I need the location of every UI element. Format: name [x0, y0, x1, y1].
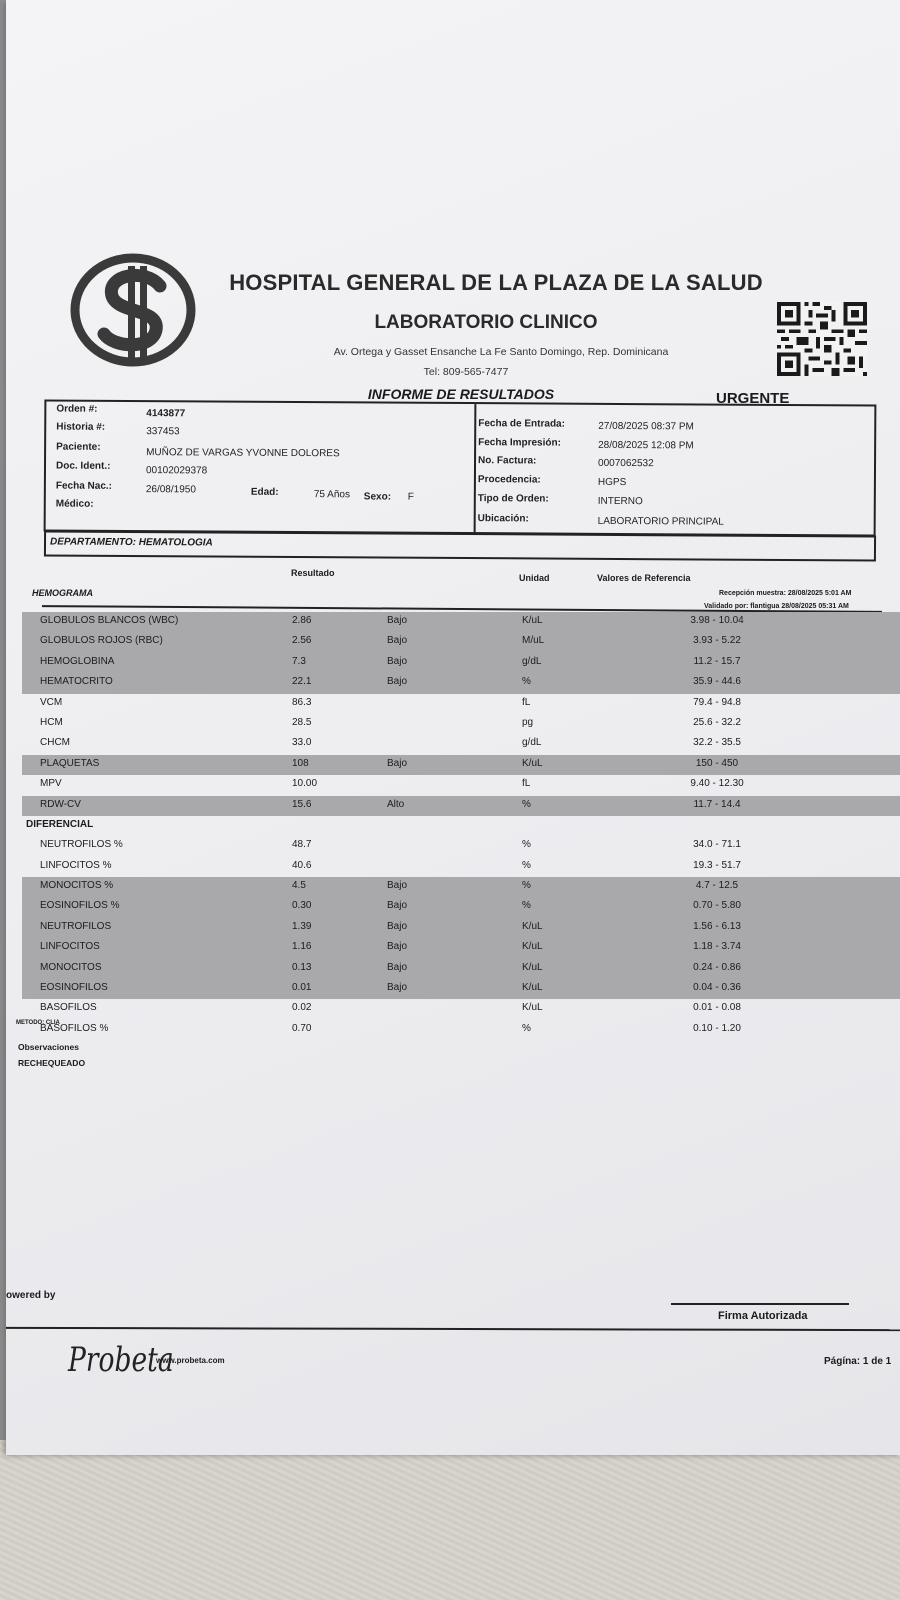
test-name: BASOFILOS — [40, 1002, 97, 1014]
table-row — [22, 897, 900, 917]
table-row — [22, 632, 900, 652]
table-row — [22, 734, 900, 754]
probeta-url: www.probeta.com — [156, 1356, 225, 1365]
tipo-value: INTERNO — [597, 495, 643, 508]
info-divider — [474, 404, 477, 532]
result-flag: Alto — [387, 798, 405, 810]
procedencia-value: HGPS — [597, 476, 627, 489]
table-row — [22, 877, 900, 897]
result-value: 1.16 — [292, 941, 312, 953]
reference-range: 0.04 - 0.36 — [693, 982, 741, 994]
result-value: 2.56 — [292, 635, 312, 647]
result-flag: Bajo — [387, 900, 408, 912]
hospital-phone: Tel: 809-565-7477 — [423, 366, 509, 378]
doc-label: Doc. Ident.: — [55, 460, 111, 472]
signature-line — [671, 1303, 849, 1305]
result-unit: % — [522, 900, 531, 912]
factura-label: No. Factura: — [478, 455, 537, 467]
result-unit: % — [522, 676, 531, 688]
result-unit: % — [522, 859, 531, 871]
table-row — [22, 979, 900, 999]
paciente-value: MUÑOZ DE VARGAS YVONNE DOLORES — [146, 447, 340, 460]
table-row — [22, 653, 900, 673]
result-unit: K/uL — [522, 961, 543, 973]
test-name: NEUTROFILOS % — [40, 839, 123, 851]
reception-timestamp: Recepción muestra: 28/08/2025 5:01 AM — [719, 590, 852, 597]
result-value: 2.86 — [292, 615, 312, 626]
result-unit: fL — [522, 778, 531, 790]
result-unit: pg — [522, 716, 534, 728]
table-row — [22, 612, 900, 632]
probeta-logo: Probeta — [68, 1340, 174, 1380]
table-row — [22, 999, 900, 1019]
reference-range: 0.70 - 5.80 — [693, 900, 741, 912]
reference-range: 11.7 - 14.4 — [693, 798, 741, 810]
fnac-value: 26/08/1950 — [145, 484, 196, 496]
test-name: HEMATOCRITO — [40, 676, 113, 688]
result-unit: g/dL — [522, 655, 542, 667]
result-value: 40.6 — [292, 859, 312, 871]
medico-label: Médico: — [55, 498, 94, 510]
section-hemograma: HEMOGRAMA — [32, 588, 93, 598]
hospital-logo-icon — [68, 252, 198, 368]
metodo-label: METODO: CLIA — [16, 1020, 60, 1026]
reference-range: 0.01 - 0.08 — [693, 1002, 741, 1014]
test-name: VCM — [40, 696, 63, 708]
test-name: NEUTROFILOS — [40, 920, 112, 932]
lab-report-page — [6, 0, 900, 1455]
reference-range: 19.3 - 51.7 — [693, 859, 741, 871]
result-unit: K/uL — [522, 757, 543, 769]
result-value: 33.0 — [292, 737, 312, 749]
patient-info-box — [44, 399, 877, 536]
result-value: 28.5 — [292, 716, 312, 728]
procedencia-label: Procedencia: — [477, 474, 541, 486]
report-title: INFORME DE RESULTADOS — [367, 386, 555, 402]
table-row — [22, 755, 900, 775]
department-bar — [44, 530, 876, 561]
test-name: GLOBULOS BLANCOS (WBC) — [40, 615, 179, 626]
result-value: 48.7 — [292, 839, 312, 851]
results-table — [22, 612, 900, 1040]
table-row — [22, 775, 900, 795]
observaciones-label: Observaciones — [18, 1042, 79, 1052]
fnac-label: Fecha Nac.: — [55, 480, 113, 492]
result-flag: Bajo — [387, 982, 408, 994]
factura-value: 0007062532 — [597, 457, 654, 470]
impresion-value: 28/08/2025 12:08 PM — [598, 439, 694, 452]
entrada-label: Fecha de Entrada: — [478, 418, 566, 430]
test-name: PLAQUETAS — [40, 757, 100, 769]
reference-range: 1.18 - 3.74 — [693, 941, 741, 953]
test-name: CHCM — [40, 737, 70, 749]
historia-value: 337453 — [146, 426, 180, 438]
result-value: 0.02 — [292, 1002, 312, 1014]
result-flag: Bajo — [387, 676, 408, 688]
col-resultado: Resultado — [291, 568, 335, 578]
reference-range: 9.40 - 12.30 — [690, 778, 744, 790]
reference-range: 1.56 - 6.13 — [693, 920, 741, 932]
col-referencia: Valores de Referencia — [597, 573, 691, 583]
result-unit: M/uL — [522, 635, 545, 647]
result-unit: K/uL — [522, 982, 543, 994]
result-unit: K/uL — [522, 941, 543, 953]
result-flag: Bajo — [387, 615, 408, 626]
edad-label: Edad: — [250, 486, 279, 498]
test-name: RDW-CV — [40, 798, 81, 810]
result-flag: Bajo — [387, 880, 408, 892]
result-unit: % — [522, 839, 531, 851]
entrada-value: 27/08/2025 08:37 PM — [598, 420, 694, 433]
result-value: 0.13 — [292, 961, 312, 973]
ubicacion-label: Ubicación: — [477, 513, 529, 525]
result-flag: Bajo — [387, 757, 408, 769]
table-row — [22, 1020, 900, 1040]
test-name: LINFOCITOS — [40, 941, 100, 953]
table-row — [22, 918, 900, 938]
reference-range: 3.93 - 5.22 — [693, 635, 741, 647]
doc-value: 00102029378 — [145, 465, 208, 477]
test-name: MONOCITOS % — [40, 880, 114, 892]
test-name: MONOCITOS — [40, 961, 102, 973]
result-value: 15.6 — [292, 798, 312, 810]
reference-range: 79.4 - 94.8 — [693, 696, 741, 708]
reference-range: 3.98 - 10.04 — [690, 615, 744, 626]
result-flag: Bajo — [387, 961, 408, 973]
table-row — [22, 694, 900, 714]
result-unit: K/uL — [522, 1002, 543, 1014]
test-name: EOSINOFILOS — [40, 982, 108, 994]
page-number: Págína: 1 de 1 — [824, 1356, 892, 1367]
test-name: DIFERENCIAL — [26, 818, 94, 830]
result-flag: Bajo — [387, 635, 408, 647]
department-label: DEPARTAMENTO: HEMATOLOGIA — [49, 536, 213, 549]
test-name: MPV — [40, 778, 62, 790]
result-flag: Bajo — [387, 655, 408, 667]
test-name: BASOFILOS % — [40, 1022, 109, 1034]
result-unit: g/dL — [522, 737, 542, 749]
table-row — [22, 673, 900, 693]
result-value: 7.3 — [292, 655, 306, 667]
test-name: GLOBULOS ROJOS (RBC) — [40, 635, 163, 647]
result-value: 108 — [292, 757, 309, 769]
ubicacion-value: LABORATORIO PRINCIPAL — [597, 515, 724, 528]
table-row — [22, 959, 900, 979]
table-surface — [0, 1440, 900, 1600]
table-row — [22, 857, 900, 877]
reference-range: 11.2 - 15.7 — [693, 655, 741, 667]
reference-range: 35.9 - 44.6 — [693, 676, 741, 688]
result-value: 0.70 — [292, 1022, 312, 1034]
reference-range: 34.0 - 71.1 — [693, 839, 741, 851]
result-value: 10.00 — [292, 778, 318, 790]
hospital-address: Av. Ortega y Gasset Ensanche La Fe Santo Domingo, Rep. Dominicana — [333, 346, 669, 358]
sexo-value: F — [407, 491, 414, 503]
footer-rule — [6, 1327, 900, 1331]
reference-range: 32.2 - 35.5 — [693, 737, 741, 749]
table-row — [22, 938, 900, 958]
impresion-label: Fecha Impresión: — [478, 437, 561, 449]
table-row — [22, 714, 900, 734]
paciente-label: Paciente: — [56, 441, 101, 453]
reference-range: 25.6 - 32.2 — [693, 716, 741, 728]
powered-by: owered by — [6, 1290, 56, 1301]
reference-range: 0.10 - 1.20 — [693, 1022, 741, 1034]
result-unit: K/uL — [522, 615, 543, 626]
test-name: LINFOCITOS % — [40, 859, 112, 871]
signature-label: Firma Autorizada — [718, 1310, 808, 1322]
result-unit: % — [522, 880, 531, 892]
result-value: 22.1 — [292, 676, 312, 688]
table-row — [22, 796, 900, 816]
tipo-label: Tipo de Orden: — [477, 493, 549, 505]
sexo-label: Sexo: — [363, 491, 392, 503]
result-flag: Bajo — [387, 941, 408, 953]
edad-value: 75 Años — [313, 489, 351, 501]
priority-label: URGENTE — [716, 390, 790, 407]
observaciones-value: RECHEQUEADO — [18, 1058, 86, 1068]
reference-range: 4.7 - 12.5 — [695, 880, 739, 892]
test-name: HEMOGLOBINA — [40, 655, 115, 667]
result-unit: K/uL — [522, 920, 543, 932]
test-name: HCM — [40, 716, 63, 728]
orden-label: Orden #: — [56, 403, 98, 415]
lab-name: LABORATORIO CLINICO — [374, 312, 598, 333]
col-unidad: Unidad — [519, 573, 550, 583]
result-unit: % — [522, 798, 531, 810]
orden-value: 4143877 — [146, 408, 186, 420]
section-row — [22, 816, 900, 836]
result-unit: % — [522, 1022, 531, 1034]
result-value: 0.30 — [292, 900, 312, 912]
historia-label: Historia #: — [56, 421, 106, 433]
result-value: 86.3 — [292, 696, 312, 708]
hospital-name: HOSPITAL GENERAL DE LA PLAZA DE LA SALUD — [229, 270, 763, 295]
result-unit: fL — [522, 696, 531, 708]
table-row — [22, 836, 900, 856]
result-value: 4.5 — [292, 880, 306, 892]
validated-timestamp: Validado por: flantigua 28/08/2025 05:31 AM — [704, 603, 849, 610]
result-value: 1.39 — [292, 920, 312, 932]
test-name: EOSINOFILOS % — [40, 900, 120, 912]
result-value: 0.01 — [292, 982, 312, 994]
reference-range: 0.24 - 0.86 — [693, 961, 741, 973]
reference-range: 150 - 450 — [695, 757, 739, 769]
result-flag: Bajo — [387, 920, 408, 932]
qr-code-icon — [776, 302, 868, 376]
